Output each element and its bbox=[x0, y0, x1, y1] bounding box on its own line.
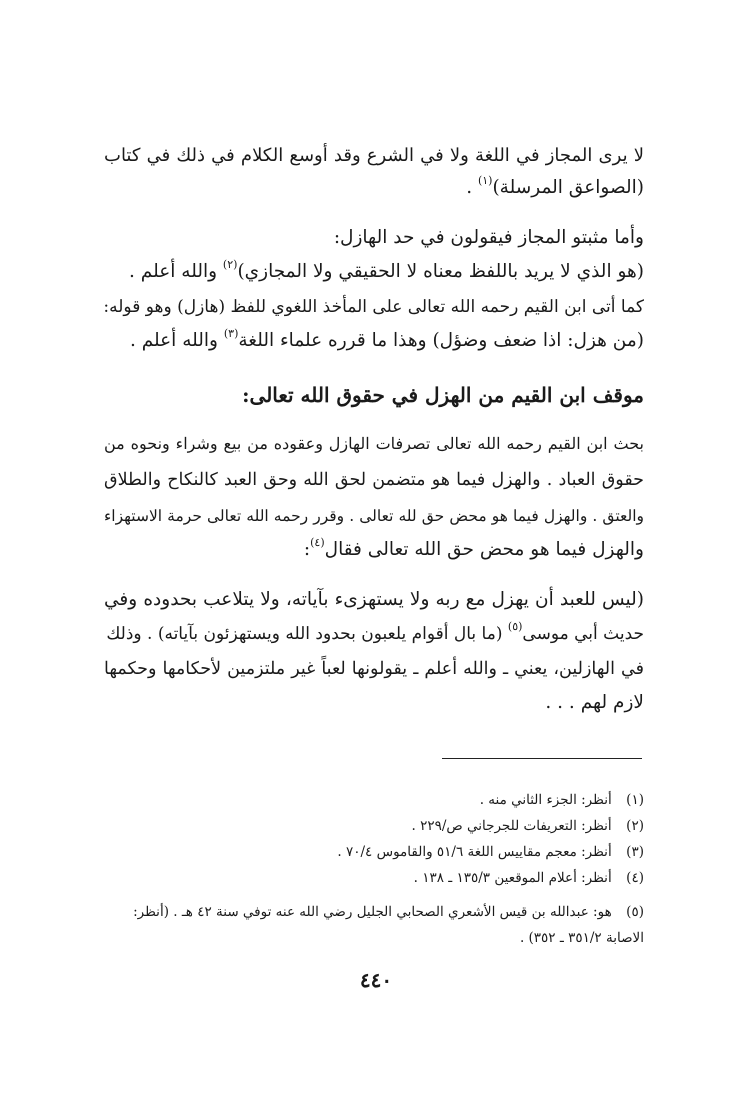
text-run: لا يرى المجاز في اللغة ولا في الشرع وقد أوسع الكلام في ذلك في كتاب bbox=[104, 145, 644, 166]
footnote-ref: (١) bbox=[477, 174, 493, 187]
footnote-ref: (٢) bbox=[222, 258, 238, 271]
text-run: (ليس للعبد أن يهزل مع ربه ولا يستهزىء بآياته، ولا يتلاعب بحدوده وفي bbox=[104, 589, 644, 610]
text-run: لازم لهم . . . bbox=[545, 692, 644, 713]
paragraph-line bbox=[104, 329, 644, 353]
paragraph-line bbox=[104, 176, 644, 200]
text-run: كما أتى ابن القيم رحمه الله تعالى على المأخذ اللغوي للفظ (هازل) وهو قوله: bbox=[103, 297, 644, 317]
footnote-number: (٤) bbox=[626, 870, 644, 886]
footnote bbox=[104, 868, 644, 888]
footnote-text: أنظر: الجزء الثاني منه . bbox=[479, 792, 612, 808]
text-run: (هو الذي لا يريد باللفظ معناه لا الحقيقي ولا المجازي) bbox=[237, 261, 644, 282]
text-run: والهزل فيما هو محض حق الله تعالى فقال bbox=[324, 539, 644, 560]
footnote-number: (٢) bbox=[626, 818, 644, 834]
footnote-text: أنظر: أعلام الموقعين ١٣٥/٣ ـ ١٣٨ . bbox=[413, 870, 612, 886]
text-run: (الصواعق المرسلة) bbox=[492, 177, 644, 198]
paragraph-line bbox=[104, 504, 644, 528]
footnote-text: أنظر: معجم مقاييس اللغة ٥١/٦ والقاموس ٧٠/٤ . bbox=[337, 844, 612, 860]
paragraph-line bbox=[104, 691, 644, 715]
text-run: : bbox=[303, 539, 311, 560]
footnote-separator bbox=[442, 758, 642, 759]
footnote-number: (١) bbox=[626, 792, 644, 808]
footnote bbox=[104, 842, 644, 862]
footnote-text: هو: عبدالله بن قيس الأشعري الصحابي الجليل رضي الله عنه توفي سنة ٤٢ هـ . (أنظر: bbox=[133, 904, 612, 920]
footnote-text: الاصابة ٣٥١/٢ ـ ٣٥٢) . bbox=[519, 930, 644, 946]
text-run: والله أعلم . bbox=[129, 261, 223, 282]
paragraph-line bbox=[104, 538, 644, 562]
text-run: (من هزل: اذا ضعف وضؤل) وهذا ما قرره علماء اللغة bbox=[238, 330, 644, 351]
footnote bbox=[104, 902, 644, 922]
text-run: في الهازلين، يعني ـ والله أعلم ـ يقولونها لعباً غير ملتزمين لأحكامها وحكمها bbox=[104, 659, 644, 679]
paragraph-line bbox=[104, 260, 644, 284]
text-run: حقوق العباد . والهزل فيما هو متضمن لحق الله وحق العبد كالنكاح والطلاق bbox=[104, 470, 644, 490]
text-run: والله أعلم . bbox=[129, 330, 224, 351]
paragraph-line bbox=[104, 226, 644, 250]
footnote bbox=[104, 816, 644, 836]
footnote-text: أنظر: التعريفات للجرجاني ص/٢٢٩ . bbox=[411, 818, 612, 834]
footnote-ref: (٣) bbox=[223, 327, 239, 340]
paragraph-line bbox=[104, 657, 644, 681]
paragraph-line bbox=[104, 432, 644, 456]
section-heading: موقف ابن القيم من الهزل في حقوق الله تعالى: bbox=[242, 383, 644, 407]
paragraph-line bbox=[104, 622, 644, 646]
footnote-ref: (٥) bbox=[507, 620, 523, 633]
paragraph-line bbox=[104, 468, 644, 492]
paragraph-line bbox=[104, 144, 644, 168]
footnote-ref: (٤) bbox=[310, 536, 325, 549]
paragraph-line bbox=[104, 295, 644, 319]
paragraph-line bbox=[104, 588, 644, 612]
text-run: بحث ابن القيم رحمه الله تعالى تصرفات الهازل وعقوده من بيع وشراء ونحوه من bbox=[104, 434, 644, 453]
footnote bbox=[104, 790, 644, 810]
text-run: والعتق . والهزل فيما هو محض حق لله تعالى . وقرر رحمه الله تعالى حرمة الاستهزاء bbox=[104, 507, 644, 525]
text-run: . bbox=[466, 177, 478, 198]
text-run: حديث أبي موسى bbox=[522, 624, 644, 644]
text-run: وأما مثبتو المجاز فيقولون في حد الهازل: bbox=[333, 227, 644, 248]
text-run: (ما بال أقوام يلعبون بحدود الله ويستهزئون بآياته) . وذلك bbox=[106, 624, 508, 644]
footnote-continuation bbox=[104, 928, 644, 948]
footnote-number: (٣) bbox=[626, 844, 644, 860]
footnote-number: (٥) bbox=[626, 904, 644, 920]
page-number: ٤٤٠ bbox=[359, 968, 393, 992]
